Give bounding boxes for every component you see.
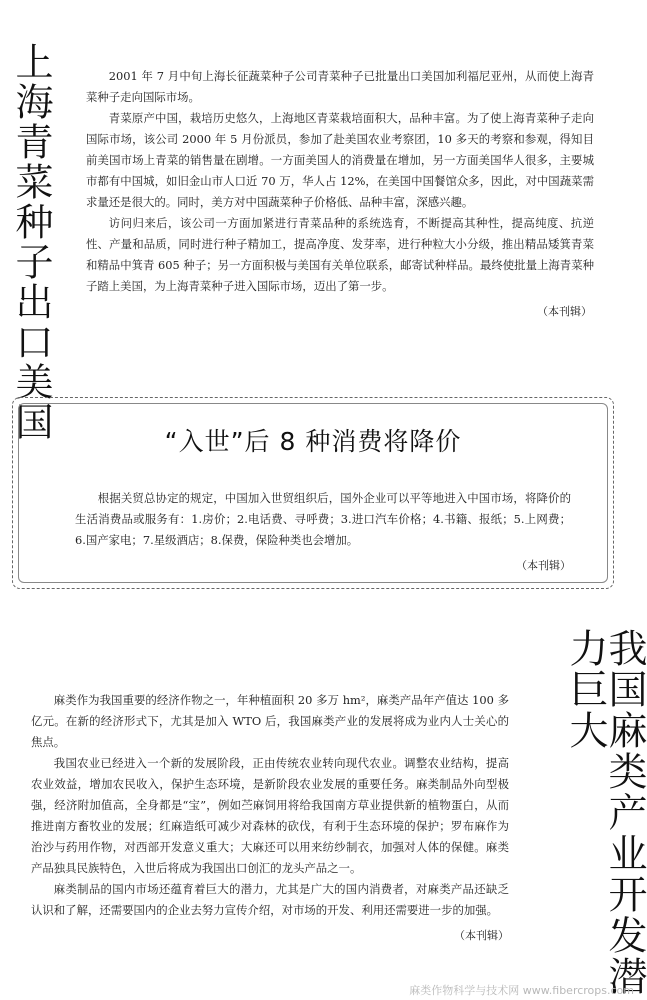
article-3-body	[31, 690, 509, 946]
article-1-body	[86, 66, 594, 322]
article-1-title: 上海青菜种子出口美国	[9, 42, 53, 442]
article-1-paragraph: 访问归来后，该公司一方面加紧进行青菜品种的系统选育，不断提高其种性，提高纯度、抗逆性、产量和品质，同时进行种子精加工，提高净度、发芽率，进行种粒大小分级，推出精品矮箕青菜和精品中箕青 605 种子；另一方面积极与美国有关单位联系，邮寄试种样品。最终使批量上海青菜种子踏上美国，为上海青菜种子进入国际市场，迈出了第一步。	[86, 216, 594, 293]
article-3-paragraph: 我国农业已经进入一个新的发展阶段，正由传统农业转向现代农业。调整农业结构，提高农业效益，增加农民收入，保护生态环境，是新阶段农业发展的重要任务。麻类制品外向型极强，经济附加值高，全身都是“宝”，例如苎麻饲用将给我国南方草业提供新的植物蛋白，从而推进南方畜牧业的发展；红麻造纸可减少对森林的砍伐，有利于生态环境的保护；罗布麻作为治沙与药用作物，对西部开发意义重大；大麻还可以用来纺纱制衣，加强对人体的保健。麻类产品独具民族特色，入世后将成为我国出口创汇的龙头产品之一。	[31, 756, 509, 875]
article-2-frame	[12, 397, 614, 589]
article-1-credit: （本刊辑）	[537, 305, 592, 318]
article-2-credit: （本刊辑）	[516, 559, 571, 572]
article-3-credit: （本刊辑）	[454, 929, 509, 942]
article-3-title: 我国麻类产业开发潜力巨大	[563, 628, 647, 997]
article-2-body	[75, 488, 571, 576]
article-1-paragraph: 2001 年 7 月中旬上海长征蔬菜种子公司青菜种子已批量出口美国加利福尼亚州，从而使上海青菜种子走向国际市场。	[86, 69, 594, 104]
article-3-paragraph: 麻类制品的国内市场还蕴育着巨大的潜力，尤其是广大的国内消费者，对麻类产品还缺乏认识和了解，还需要国内的企业去努力宣传介绍，对市场的开发、利用还需要进一步的加强。	[31, 882, 509, 917]
article-2-title: “入世”后 8 种消费将降价	[164, 427, 462, 456]
watermark-text: 麻类作物科学与技术网 www.fibercrops.com	[409, 984, 634, 997]
article-3-paragraph: 麻类作为我国重要的经济作物之一，年种植面积 20 多万 hm²，麻类产品年产值达 100 多亿元。在新的经济形式下，尤其是加入 WTO 后，我国麻类产业的发展将成为业内人士关心的焦点。	[31, 693, 509, 749]
article-2-paragraph: 根据关贸总协定的规定，中国加入世贸组织后，国外企业可以平等地进入中国市场，将降价的生活消费品或服务有：1.房价；2.电话费、寻呼费；3.进口汽车价格；4.书籍、报纸；5.上网费；6.国产家电；7.星级酒店；8.保费，保险种类也会增加。	[75, 491, 571, 547]
article-1-paragraph: 青菜原产中国，栽培历史悠久，上海地区青菜栽培面积大，品种丰富。为了使上海青菜种子走向国际市场，该公司 2000 年 5 月份派员，参加了赴美国农业考察团，10 多天的考察和参观，得知目前美国市场上青菜的销售量在剧增。一方面美国人的消费量在增加，另一方面美国华人很多，主要城市都有中国城，如旧金山市人口近 70 万，华人占 12%，在美国中国餐馆众多，因此，对中国蔬菜需求量还是很大的。同时，美方对中国蔬菜种子价格低、品种丰富，深感兴趣。	[86, 111, 594, 209]
